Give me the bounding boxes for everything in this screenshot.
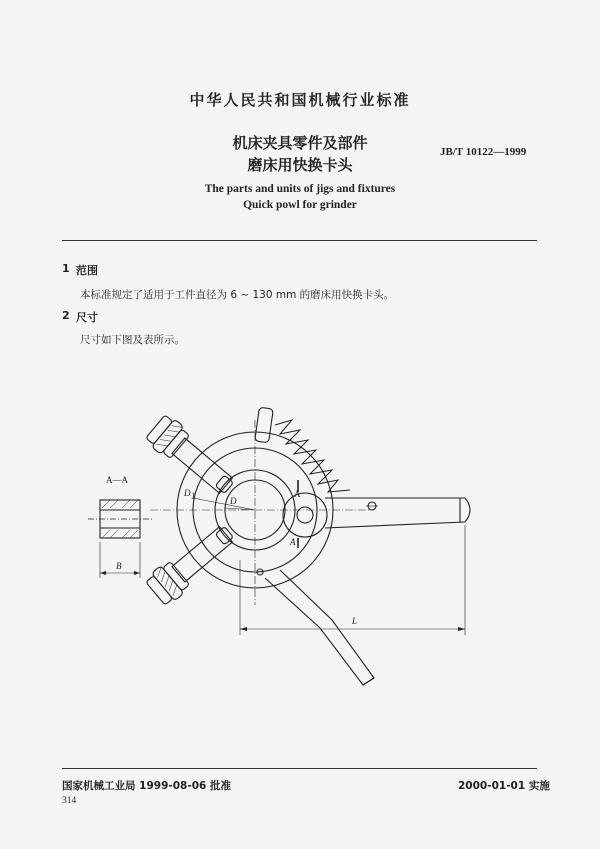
document-title-cn-line2: 磨床用快换卡头 <box>247 156 353 174</box>
dimension-b: B <box>116 561 122 571</box>
lever-hub <box>283 493 327 537</box>
section-mark-upper: A <box>294 489 301 499</box>
dimension-d: D <box>230 496 237 506</box>
dimension-l: L <box>352 616 358 626</box>
quick-chuck-drawing <box>80 380 500 710</box>
bent-handle <box>265 570 374 685</box>
page-number: 314 <box>62 796 77 806</box>
spring-pin <box>255 407 274 443</box>
org-title: 中华人民共和国机械行业标准 <box>189 91 411 109</box>
dimension-d1-subscript: 1 <box>191 491 196 501</box>
section-mark-lower: A <box>290 537 296 547</box>
section-2-text: 尺寸如下图及表所示。 <box>80 334 185 346</box>
straight-handle <box>325 498 470 528</box>
section-2-number: 2 <box>62 309 70 322</box>
approval-line: 国家机械工业局 1999-08-06 批准 <box>62 780 231 792</box>
document-title-cn-line1: 机床夹具零件及部件 <box>232 134 368 152</box>
footer-divider <box>62 768 537 769</box>
dimension-d1: D <box>184 488 191 498</box>
document-title-en-line1: The parts and units of jigs and fixtures <box>204 183 396 195</box>
header-divider <box>62 240 537 241</box>
section-1-title: 范围 <box>76 264 98 277</box>
section-2-title: 尺寸 <box>76 311 98 324</box>
implementation-date: 2000-01-01 实施 <box>458 780 550 792</box>
section-1-text: 本标准规定了适用于工件直径为 6 ~ 130 mm 的磨床用快换卡头。 <box>80 289 395 301</box>
standard-number: JB/T 10122—1999 <box>440 146 527 158</box>
document-title-en-line2: Quick powl for grinder <box>243 199 357 211</box>
section-view-label: A—A <box>106 475 128 485</box>
section-1-number: 1 <box>62 262 70 275</box>
